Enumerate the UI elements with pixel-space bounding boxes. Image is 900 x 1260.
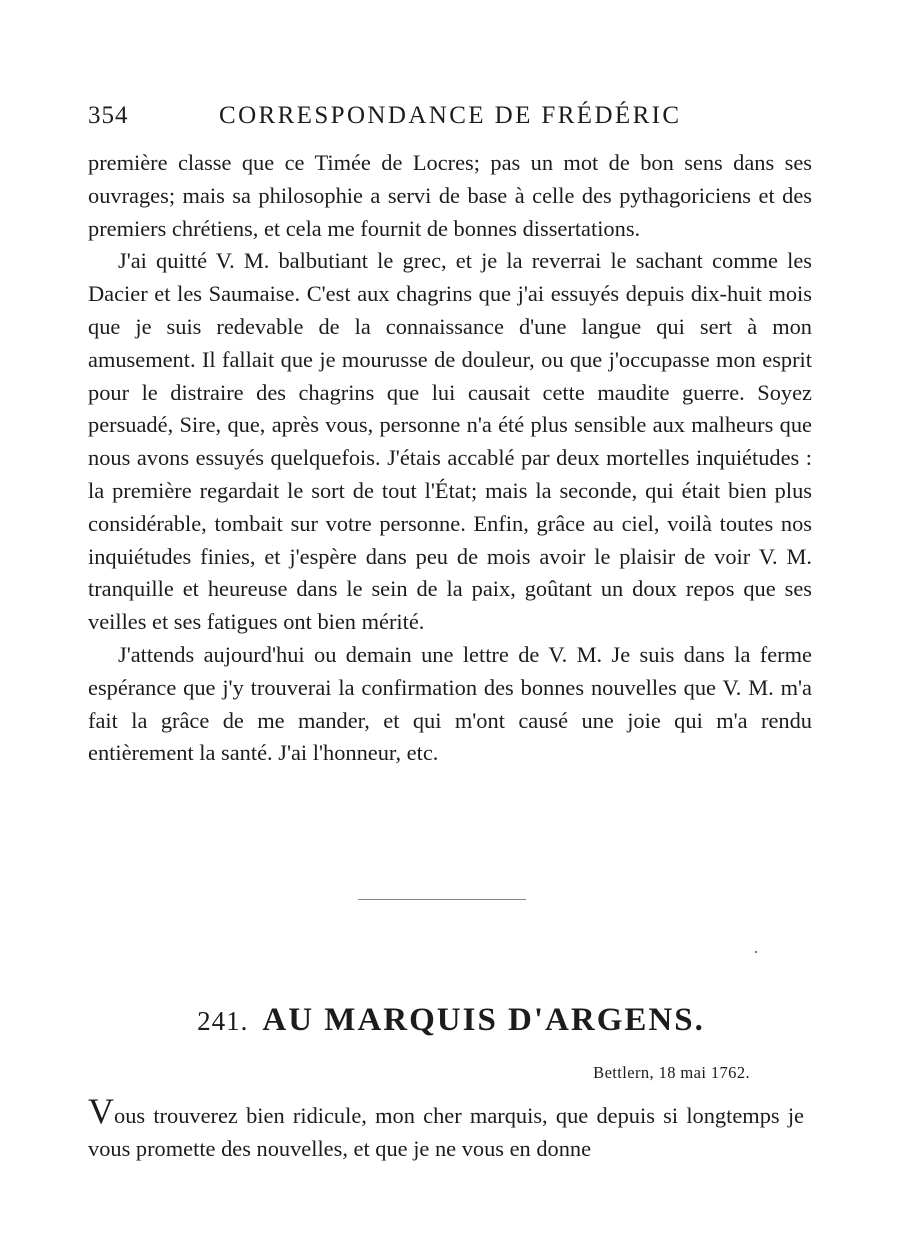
letter-title: AU MARQUIS D'ARGENS. <box>262 1002 705 1038</box>
body-text <box>88 147 812 770</box>
letter-opening-paragraph <box>88 1091 804 1166</box>
running-title: CORRESPONDANCE DE FRÉDÉRIC <box>219 102 682 129</box>
dateline: Bettlern, 18 mai 1762. <box>593 1063 750 1082</box>
paragraph-continued: première classe que ce Timée de Locres; pas un mot de bon sens dans ses ouvrages; mais sa philosophie a servi de base à celle des pythagoriciens et des premiers chrétiens, et cela me fournit de bonnes dissertations. <box>88 150 812 241</box>
paragraph: J'attends aujourd'hui ou demain une lettre de V. M. Je suis dans la ferme espérance que j'y trouverai la confirmation des bonnes nouvelles que V. M. m'a fait la grâce de me mander, et qui m'ont causé une joie qui m'a rendu entièrement la santé. J'ai l'honneur, etc. <box>88 641 812 766</box>
drop-cap: V <box>88 1091 114 1131</box>
paragraph: J'ai quitté V. M. balbutiant le grec, et je la reverrai le sachant comme les Dacier et les Saumaise. C'est aux chagrins que j'ai essuyés depuis dix-huit mois que je suis redevable de la connaissance d'une langue qui sert à mon amusement. Il fallait que je mourusse de douleur, ou que j'occupasse mon esprit pour le distraire des chagrins que lui causait cette maudite guerre. Soyez persuadé, Sire, que, après vous, personne n'a été plus sensible aux malheurs que nous avons essuyés quelquefois. J'étais accablé par deux mortelles inquiétudes : la première regardait le sort de tout l'État; mais la seconde, qui était bien plus considérable, tombait sur votre personne. Enfin, grâce au ciel, voilà toutes nos inquiétudes finies, et j'espère dans peu de mois avoir le plaisir de voir V. M. tranquille et heureuse dans le sein de la paix, goûtant un doux repos que ses veilles et ses fatigues ont bien mérité. <box>88 248 812 635</box>
page-number: 354 <box>88 102 129 129</box>
print-speck <box>755 951 757 953</box>
letter-opening-text: ous trouverez bien ridicule, mon cher marquis, que depuis si longtemps je vous promette des nouvelles, et que je ne vous en donne <box>88 1103 804 1161</box>
running-head <box>88 102 814 136</box>
letter-heading <box>88 1002 814 1039</box>
section-separator <box>358 899 526 900</box>
letter-number: 241. <box>197 1006 249 1036</box>
letter-body <box>88 1091 804 1166</box>
